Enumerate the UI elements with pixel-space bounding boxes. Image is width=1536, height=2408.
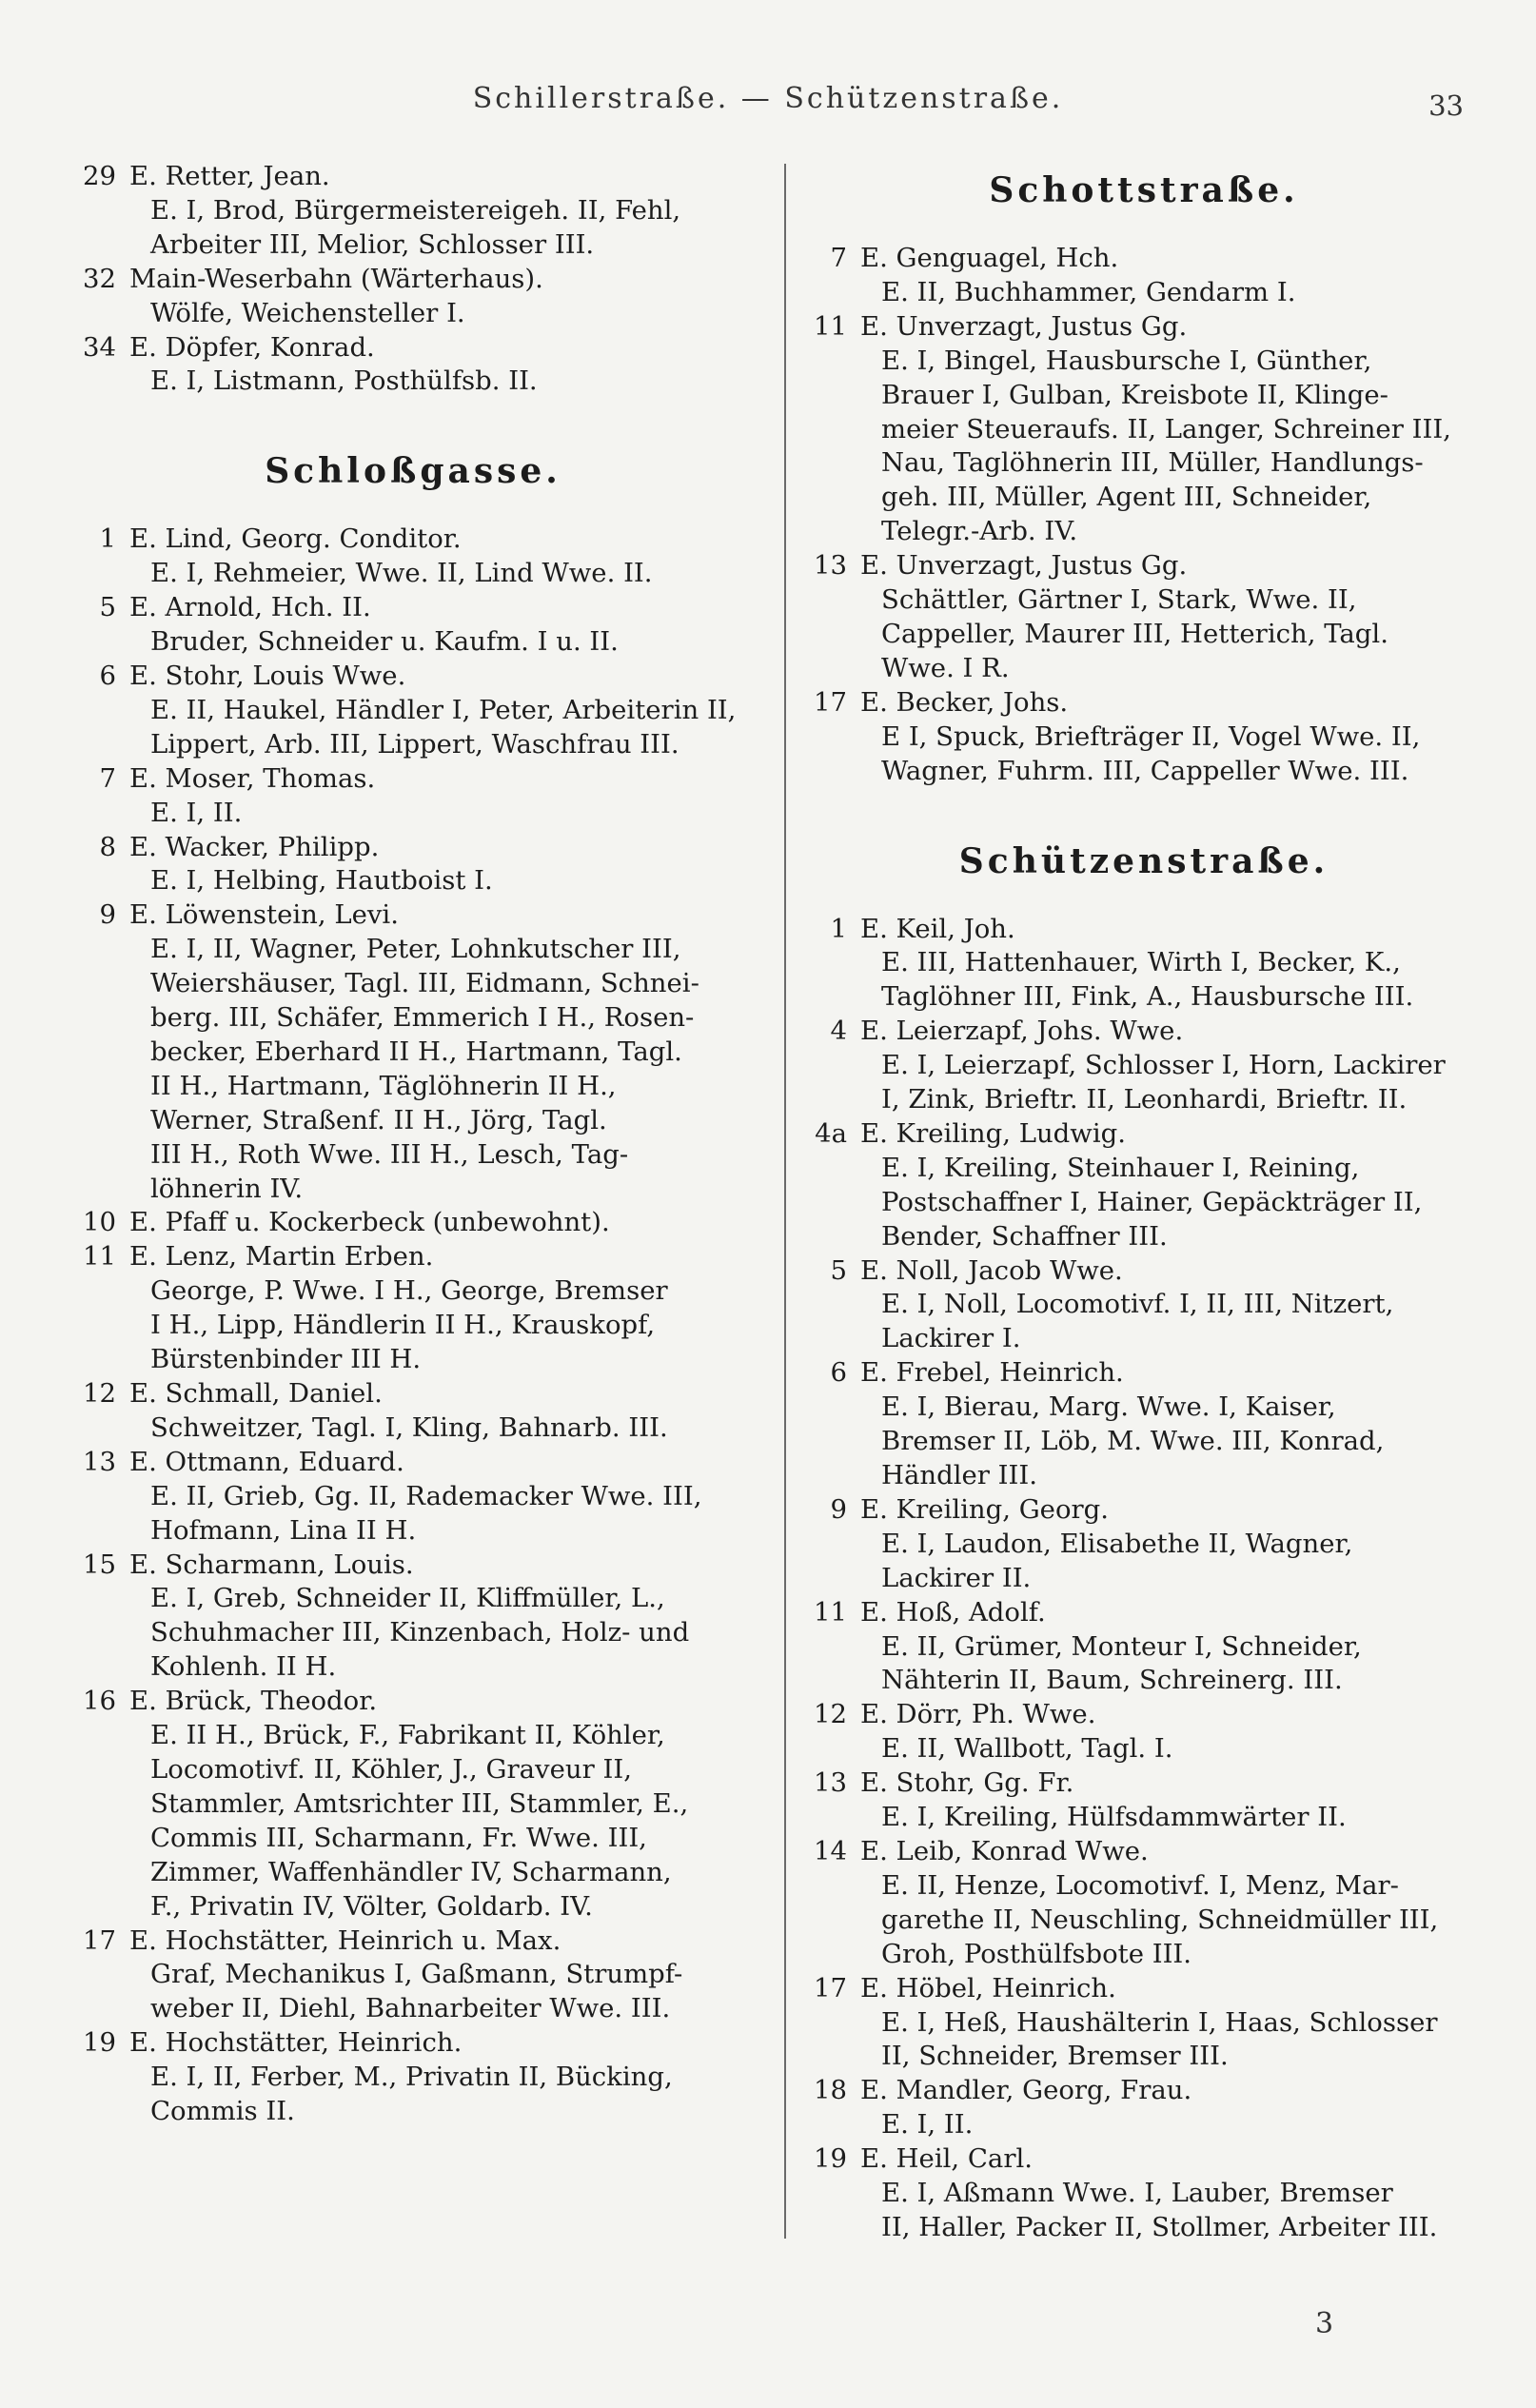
house-entry — [792, 913, 1496, 1016]
owner-line: E. Moser, Thomas. — [129, 762, 376, 794]
resident-line: I, Zink, Brieftr. II, Leonhardi, Brieftr. II. — [881, 1084, 1408, 1115]
resident-line: Nähterin II, Baum, Schreinerg. III. — [881, 1665, 1343, 1696]
resident-line: E. I, Helbing, Hautboist I. — [150, 865, 493, 897]
owner-line: E. Unverzagt, Justus Gg. — [860, 550, 1188, 582]
owner-line: E. Stohr, Gg. Fr. — [860, 1767, 1074, 1799]
resident-line: E. I, Noll, Locomotivf. I, II, III, Nitzert, — [881, 1289, 1394, 1320]
owner-line: E. Dörr, Ph. Wwe. — [860, 1699, 1096, 1730]
resident-line: Bürstenbinder III H. — [150, 1344, 422, 1375]
owner-line: E. Hochstätter, Heinrich u. Max. — [129, 1924, 561, 1956]
house-number: 18 — [814, 2075, 847, 2106]
resident-line: becker, Eberhard II H., Hartmann, Tagl. — [150, 1036, 682, 1067]
resident-line: Brauer I, Gulban, Kreisbote II, Klinge- — [881, 379, 1388, 410]
owner-line: E. Noll, Jacob Wwe. — [860, 1254, 1123, 1286]
resident-line: E. I, Greb, Schneider II, Kliffmüller, L., — [150, 1583, 665, 1614]
house-number: 17 — [83, 1924, 116, 1956]
house-entry — [61, 1549, 765, 1686]
house-number: 10 — [83, 1207, 116, 1238]
owner-line: E. Frebel, Heinrich. — [860, 1357, 1124, 1389]
house-entry — [792, 1835, 1496, 1972]
owner-line: E. Hoß, Adolf. — [860, 1596, 1046, 1628]
owner-line: E. Stohr, Louis Wwe. — [129, 660, 406, 691]
house-number: 4 — [830, 1016, 847, 1047]
resident-line: E. I, Bierau, Marg. Wwe. I, Kaiser, — [881, 1392, 1336, 1423]
house-entry — [61, 1924, 765, 2027]
house-entry — [792, 1356, 1496, 1493]
resident-line: E. III, Hattenhauer, Wirth I, Becker, K., — [881, 947, 1401, 978]
resident-line: II, Schneider, Bremser III. — [881, 2041, 1229, 2072]
house-number: 14 — [814, 1835, 847, 1866]
resident-line: E. I, Brod, Bürgermeistereigeh. II, Fehl, — [150, 194, 681, 226]
resident-line: Locomotivf. II, Köhler, J., Graveur II, — [150, 1753, 632, 1785]
resident-line: weber II, Diehl, Bahnarbeiter Wwe. III. — [150, 1993, 671, 2024]
house-number: 13 — [814, 1767, 847, 1799]
resident-line: E. II, Haukel, Händler I, Peter, Arbeiterin II, — [150, 694, 737, 725]
resident-line: Bremser II, Löb, M. Wwe. III, Konrad, — [881, 1426, 1385, 1457]
owner-line: E. Arnold, Hch. II. — [129, 592, 371, 623]
resident-line: Bruder, Schneider u. Kaufm. I u. II. — [150, 626, 619, 658]
resident-line: George, P. Wwe. I H., George, Bremser — [150, 1275, 668, 1307]
running-title: Schillerstraße. — Schützenstraße. — [472, 82, 1064, 115]
owner-line: E. Hochstätter, Heinrich. — [129, 2027, 463, 2059]
owner-line: E. Schmall, Daniel. — [129, 1378, 383, 1409]
resident-line: Lackirer I. — [881, 1323, 1021, 1354]
resident-line: E. I, Rehmeier, Wwe. II, Lind Wwe. II. — [150, 558, 653, 589]
house-entry — [61, 831, 765, 899]
resident-line: F., Privatin IV, Völter, Goldarb. IV. — [150, 1890, 593, 1922]
resident-line: Nau, Taglöhnerin III, Müller, Handlungs- — [881, 447, 1424, 479]
resident-line: E. I, II, Wagner, Peter, Lohnkutscher III, — [150, 934, 681, 965]
owner-line: E. Retter, Jean. — [129, 161, 330, 191]
owner-line: E. Pfaff u. Kockerbeck (unbewohnt). — [129, 1207, 610, 1238]
resident-line: Hofmann, Lina II H. — [150, 1514, 417, 1546]
resident-line: E. II, Buchhammer, Gendarm I. — [881, 276, 1296, 307]
house-number: 32 — [83, 263, 116, 294]
resident-line: E. I, II, Ferber, M., Privatin II, Bücking, — [150, 2062, 673, 2093]
house-entry — [61, 331, 765, 400]
owner-line: E. Höbel, Heinrich. — [860, 1972, 1116, 2003]
resident-line: E. I, Listmann, Posthülfsb. II. — [150, 365, 538, 397]
resident-line: meier Steueraufs. II, Langer, Schreiner III, — [881, 413, 1451, 444]
owner-line: E. Döpfer, Konrad. — [129, 331, 375, 363]
house-entry — [792, 310, 1496, 549]
house-number: 1 — [99, 523, 116, 555]
owner-line: E. Keil, Joh. — [860, 913, 1015, 944]
resident-line: E. I, II. — [881, 2109, 974, 2141]
owner-line: E. Lenz, Martin Erben. — [129, 1241, 434, 1273]
resident-line: Stammler, Amtsrichter III, Stammler, E., — [150, 1787, 689, 1819]
house-entry — [61, 1206, 765, 1240]
house-entry — [792, 2142, 1496, 2245]
house-number: 11 — [83, 1241, 116, 1273]
house-entry — [792, 2074, 1496, 2142]
resident-line: Werner, Straßenf. II H., Jörg, Tagl. — [150, 1104, 607, 1135]
house-number: 29 — [83, 161, 116, 191]
resident-line: Schuhmacher III, Kinzenbach, Holz- und — [150, 1617, 690, 1648]
house-number: 5 — [830, 1254, 847, 1286]
resident-line: E. II, Grieb, Gg. II, Rademacker Wwe. III, — [150, 1480, 702, 1511]
resident-line: E. I, Leierzapf, Schlosser I, Horn, Lackirer — [881, 1050, 1446, 1081]
house-entry — [792, 549, 1496, 686]
resident-line: E. II, Grümer, Monteur I, Schneider, — [881, 1630, 1362, 1662]
resident-line: III H., Roth Wwe. III H., Lesch, Tag- — [150, 1138, 629, 1170]
resident-line: Commis II. — [150, 2096, 295, 2127]
resident-line: Graf, Mechanikus I, Gaßmann, Strumpf- — [150, 1959, 683, 1990]
street-section — [61, 160, 765, 399]
house-number: 17 — [814, 1972, 847, 2003]
resident-line: löhnerin IV. — [150, 1173, 304, 1204]
street-title: Schottstraße. — [989, 170, 1299, 210]
resident-line: garethe II, Neuschling, Schneidmüller III, — [881, 1904, 1439, 1935]
owner-line: E. Genguagel, Hch. — [860, 243, 1119, 273]
owner-line: E. Leib, Konrad Wwe. — [860, 1835, 1149, 1866]
resident-line: Cappeller, Maurer III, Hetterich, Tagl. — [881, 618, 1388, 649]
owner-line: E. Heil, Carl. — [860, 2143, 1034, 2175]
owner-line: E. Kreiling, Georg. — [860, 1493, 1109, 1525]
resident-line: Schättler, Gärtner I, Stark, Wwe. II, — [881, 584, 1357, 616]
resident-line: Weiershäuser, Tagl. III, Eidmann, Schnei- — [150, 968, 699, 999]
resident-line: E. II, Wallbott, Tagl. I. — [881, 1733, 1173, 1765]
street-section — [61, 448, 765, 2129]
owner-line: E. Mandler, Georg, Frau. — [860, 2075, 1192, 2106]
resident-line: II H., Hartmann, Täglöhnerin II H., — [150, 1070, 617, 1101]
house-entry — [61, 2026, 765, 2129]
owner-line: E. Ottmann, Eduard. — [129, 1446, 404, 1477]
resident-line: E. II H., Brück, F., Fabrikant II, Köhler, — [150, 1720, 665, 1751]
resident-line: Bender, Schaffner III. — [881, 1220, 1168, 1252]
house-entry — [792, 1254, 1496, 1357]
resident-line: Groh, Posthülfsbote III. — [881, 1938, 1192, 1969]
house-entry — [61, 762, 765, 831]
house-number: 34 — [83, 331, 116, 363]
house-entry — [61, 523, 765, 591]
resident-line: Taglöhner III, Fink, A., Hausbursche III. — [881, 981, 1414, 1013]
resident-line: Lackirer II. — [881, 1562, 1032, 1593]
house-number: 6 — [830, 1357, 847, 1389]
house-number: 11 — [814, 310, 847, 342]
owner-line: E. Unverzagt, Justus Gg. — [860, 310, 1188, 342]
house-number: 12 — [814, 1699, 847, 1730]
resident-line: Wagner, Fuhrm. III, Cappeller Wwe. III. — [881, 755, 1409, 786]
house-number: 5 — [99, 592, 116, 623]
resident-line: E. I, Kreiling, Hülfsdammwärter II. — [881, 1802, 1347, 1833]
resident-line: E. I, Heß, Haushälterin I, Haas, Schlosser — [881, 2006, 1438, 2038]
house-number: 7 — [99, 762, 116, 794]
resident-line: E. I, Laudon, Elisabethe II, Wagner, — [881, 1528, 1353, 1559]
owner-line: E. Scharmann, Louis. — [129, 1549, 414, 1580]
house-number: 19 — [83, 2027, 116, 2059]
left-column — [61, 160, 765, 2179]
resident-line: E. I, Bingel, Hausbursche I, Günther, — [881, 345, 1372, 376]
owner-line: E. Löwenstein, Levi. — [129, 899, 399, 931]
resident-line: Wölfe, Weichensteller I. — [150, 297, 465, 328]
street-title: Schloßgasse. — [265, 451, 561, 492]
house-entry — [792, 1117, 1496, 1254]
column-divider — [784, 164, 786, 2239]
house-number: 13 — [814, 550, 847, 582]
house-entry — [61, 1377, 765, 1446]
resident-line: Lippert, Arb. III, Lippert, Waschfrau III. — [150, 728, 679, 760]
resident-line: Kohlenh. II H. — [150, 1651, 337, 1683]
house-number: 17 — [814, 686, 847, 718]
house-entry — [61, 263, 765, 331]
house-entry — [61, 1446, 765, 1549]
resident-line: II, Haller, Packer II, Stollmer, Arbeiter III. — [881, 2211, 1438, 2242]
resident-line: Postschaffner I, Hainer, Gepäckträger II, — [881, 1186, 1423, 1217]
house-number: 9 — [99, 899, 116, 931]
resident-line: Commis III, Scharmann, Fr. Wwe. III, — [150, 1822, 647, 1853]
house-number: 9 — [830, 1493, 847, 1525]
owner-line: E. Brück, Theodor. — [129, 1686, 378, 1717]
resident-line: E. I, Aßmann Wwe. I, Lauber, Bremser — [881, 2178, 1393, 2209]
owner-line: E. Leierzapf, Johs. Wwe. — [860, 1016, 1184, 1047]
house-number: 13 — [83, 1446, 116, 1477]
resident-line: E I, Spuck, Briefträger II, Vogel Wwe. II, — [881, 720, 1421, 752]
house-number: 15 — [83, 1549, 116, 1580]
right-column — [792, 160, 1496, 2295]
street-section — [792, 168, 1496, 789]
resident-line: Telegr.-Arb. IV. — [881, 516, 1078, 547]
house-number: 1 — [830, 913, 847, 944]
resident-line: geh. III, Müller, Agent III, Schneider, — [881, 482, 1372, 513]
house-number: 12 — [83, 1378, 116, 1409]
resident-line: Zimmer, Waffenhändler IV, Scharmann, — [150, 1856, 672, 1887]
owner-line: E. Kreiling, Ludwig. — [860, 1117, 1126, 1149]
signature-mark: 3 — [1315, 2307, 1334, 2340]
house-number: 16 — [83, 1686, 116, 1717]
page-number: 33 — [1428, 89, 1464, 122]
resident-line: Arbeiter III, Melior, Schlosser III. — [150, 228, 595, 260]
resident-line: Wwe. I R. — [881, 652, 1010, 683]
house-entry — [61, 660, 765, 762]
house-entry — [792, 1596, 1496, 1699]
house-number: 4a — [815, 1117, 847, 1149]
resident-line: I H., Lipp, Händlerin II H., Krauskopf, — [150, 1310, 656, 1341]
house-number: 11 — [814, 1596, 847, 1628]
owner-line: E. Lind, Georg. Conditor. — [129, 523, 462, 555]
resident-line: E. II, Henze, Locomotivf. I, Menz, Mar- — [881, 1869, 1399, 1901]
street-section — [792, 839, 1496, 2245]
resident-line: berg. III, Schäfer, Emmerich I H., Rosen- — [150, 1002, 695, 1034]
house-entry — [792, 1767, 1496, 1835]
house-entry — [792, 242, 1496, 310]
house-entry — [61, 1240, 765, 1377]
owner-line: E. Becker, Johs. — [860, 686, 1069, 718]
house-number: 19 — [814, 2143, 847, 2175]
house-entry — [792, 1972, 1496, 2075]
house-entry — [61, 898, 765, 1206]
house-entry — [792, 686, 1496, 789]
house-entry — [61, 1685, 765, 1924]
owner-line: E. Wacker, Philipp. — [129, 831, 380, 862]
house-entry — [61, 160, 765, 263]
resident-line: Schweitzer, Tagl. I, Kling, Bahnarb. III. — [150, 1411, 668, 1443]
house-entry — [792, 1698, 1496, 1767]
house-entry — [792, 1493, 1496, 1596]
house-entry — [61, 591, 765, 660]
house-number: 6 — [99, 660, 116, 691]
house-number: 8 — [99, 831, 116, 862]
resident-line: E. I, Kreiling, Steinhauer I, Reining, — [881, 1152, 1360, 1183]
house-entry — [792, 1015, 1496, 1117]
resident-line: E. I, II. — [150, 797, 243, 828]
resident-line: Händler III. — [881, 1460, 1037, 1490]
street-title: Schützenstraße. — [958, 840, 1329, 881]
house-number: 7 — [830, 243, 847, 273]
owner-line: Main-Weserbahn (Wärterhaus). — [129, 263, 543, 294]
